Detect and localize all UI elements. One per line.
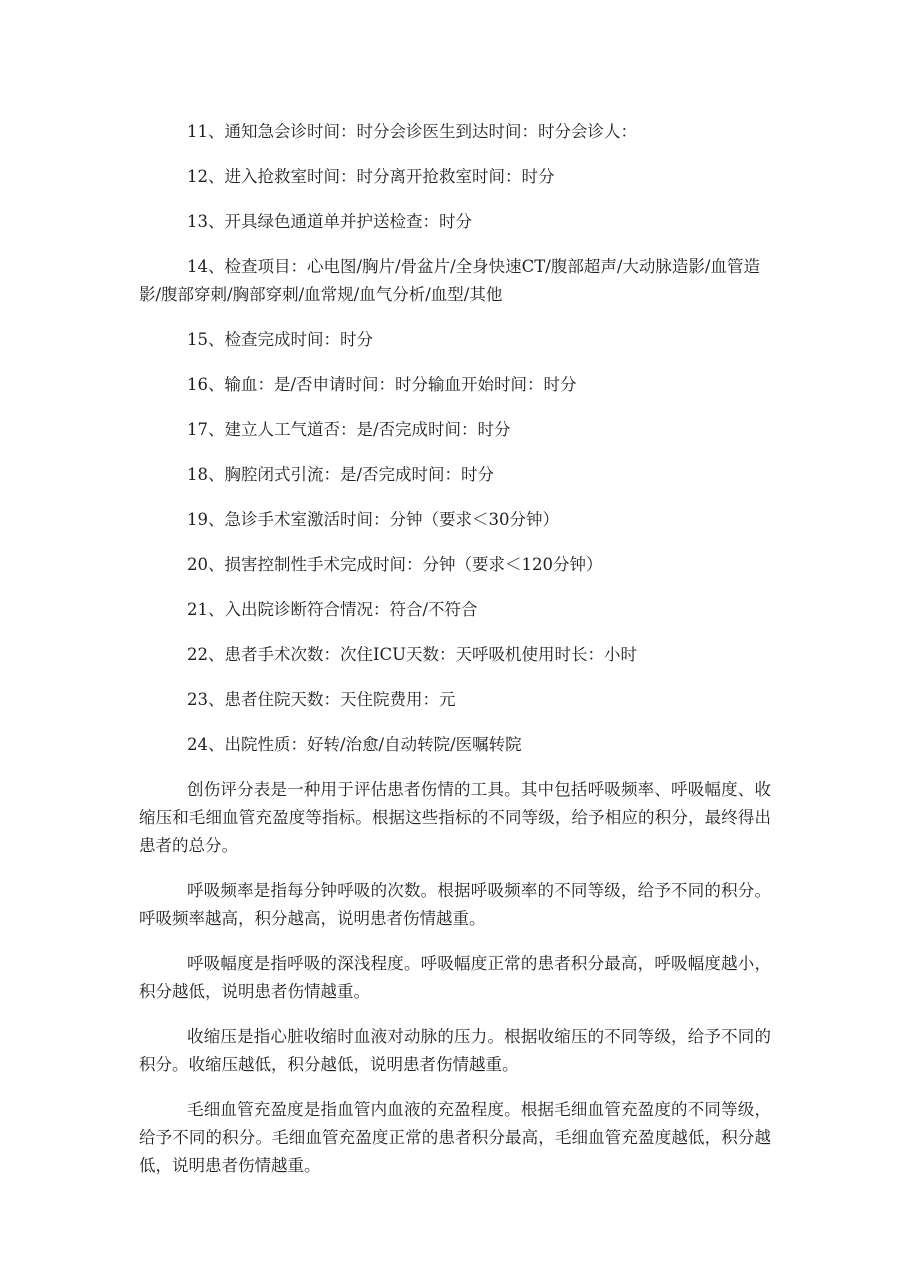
list-item: 14、检查项目：心电图/胸片/骨盆片/全身快速CT/腹部超声/大动脉造影/血管造影/腹部穿刺/胸部穿刺/血常规/血气分析/血型/其他 [139, 257, 760, 304]
list-item: 12、进入抢救室时间：时分离开抢救室时间：时分 [187, 167, 555, 186]
list-item: 18、胸腔闭式引流：是/否完成时间：时分 [187, 465, 495, 484]
list-item: 22、患者手术次数：次住ICU天数：天呼吸机使用时长：小时 [187, 645, 638, 664]
document-body [139, 118, 771, 1197]
list-item: 11、通知急会诊时间：时分会诊医生到达时间：时分会诊人： [187, 122, 637, 141]
list-item: 19、急诊手术室激活时间：分钟（要求＜30分钟） [187, 510, 559, 529]
list-item: 20、损害控制性手术完成时间：分钟（要求＜120分钟） [187, 555, 603, 574]
body-paragraph: 呼吸频率是指每分钟呼吸的次数。根据呼吸频率的不同等级，给予不同的积分。呼吸频率越高，积分越高，说明患者伤情越重。 [139, 881, 771, 928]
list-item: 17、建立人工气道否：是/否完成时间：时分 [187, 420, 511, 439]
list-item: 13、开具绿色通道单并护送检查：时分 [187, 212, 472, 231]
list-item: 16、输血：是/否申请时间：时分输血开始时间：时分 [187, 375, 577, 394]
body-paragraph: 呼吸幅度是指呼吸的深浅程度。呼吸幅度正常的患者积分最高，呼吸幅度越小，积分越低，说明患者伤情越重。 [139, 954, 771, 1001]
list-item: 24、出院性质：好转/治愈/自动转院/医嘱转院 [187, 735, 522, 754]
list-item: 21、入出院诊断符合情况：符合/不符合 [187, 600, 478, 619]
list-item: 15、检查完成时间：时分 [187, 330, 373, 349]
body-paragraph: 收缩压是指心脏收缩时血液对动脉的压力。根据收缩压的不同等级，给予不同的积分。收缩压越低，积分越低，说明患者伤情越重。 [139, 1027, 771, 1074]
list-item: 23、患者住院天数：天住院费用：元 [187, 690, 456, 709]
body-paragraph: 毛细血管充盈度是指血管内血液的充盈程度。根据毛细血管充盈度的不同等级，给予不同的积分。毛细血管充盈度正常的患者积分最高，毛细血管充盈度越低，积分越低，说明患者伤情越重。 [139, 1100, 771, 1175]
body-paragraph: 创伤评分表是一种用于评估患者伤情的工具。其中包括呼吸频率、呼吸幅度、收缩压和毛细血管充盈度等指标。根据这些指标的不同等级，给予相应的积分，最终得出患者的总分。 [139, 780, 771, 855]
